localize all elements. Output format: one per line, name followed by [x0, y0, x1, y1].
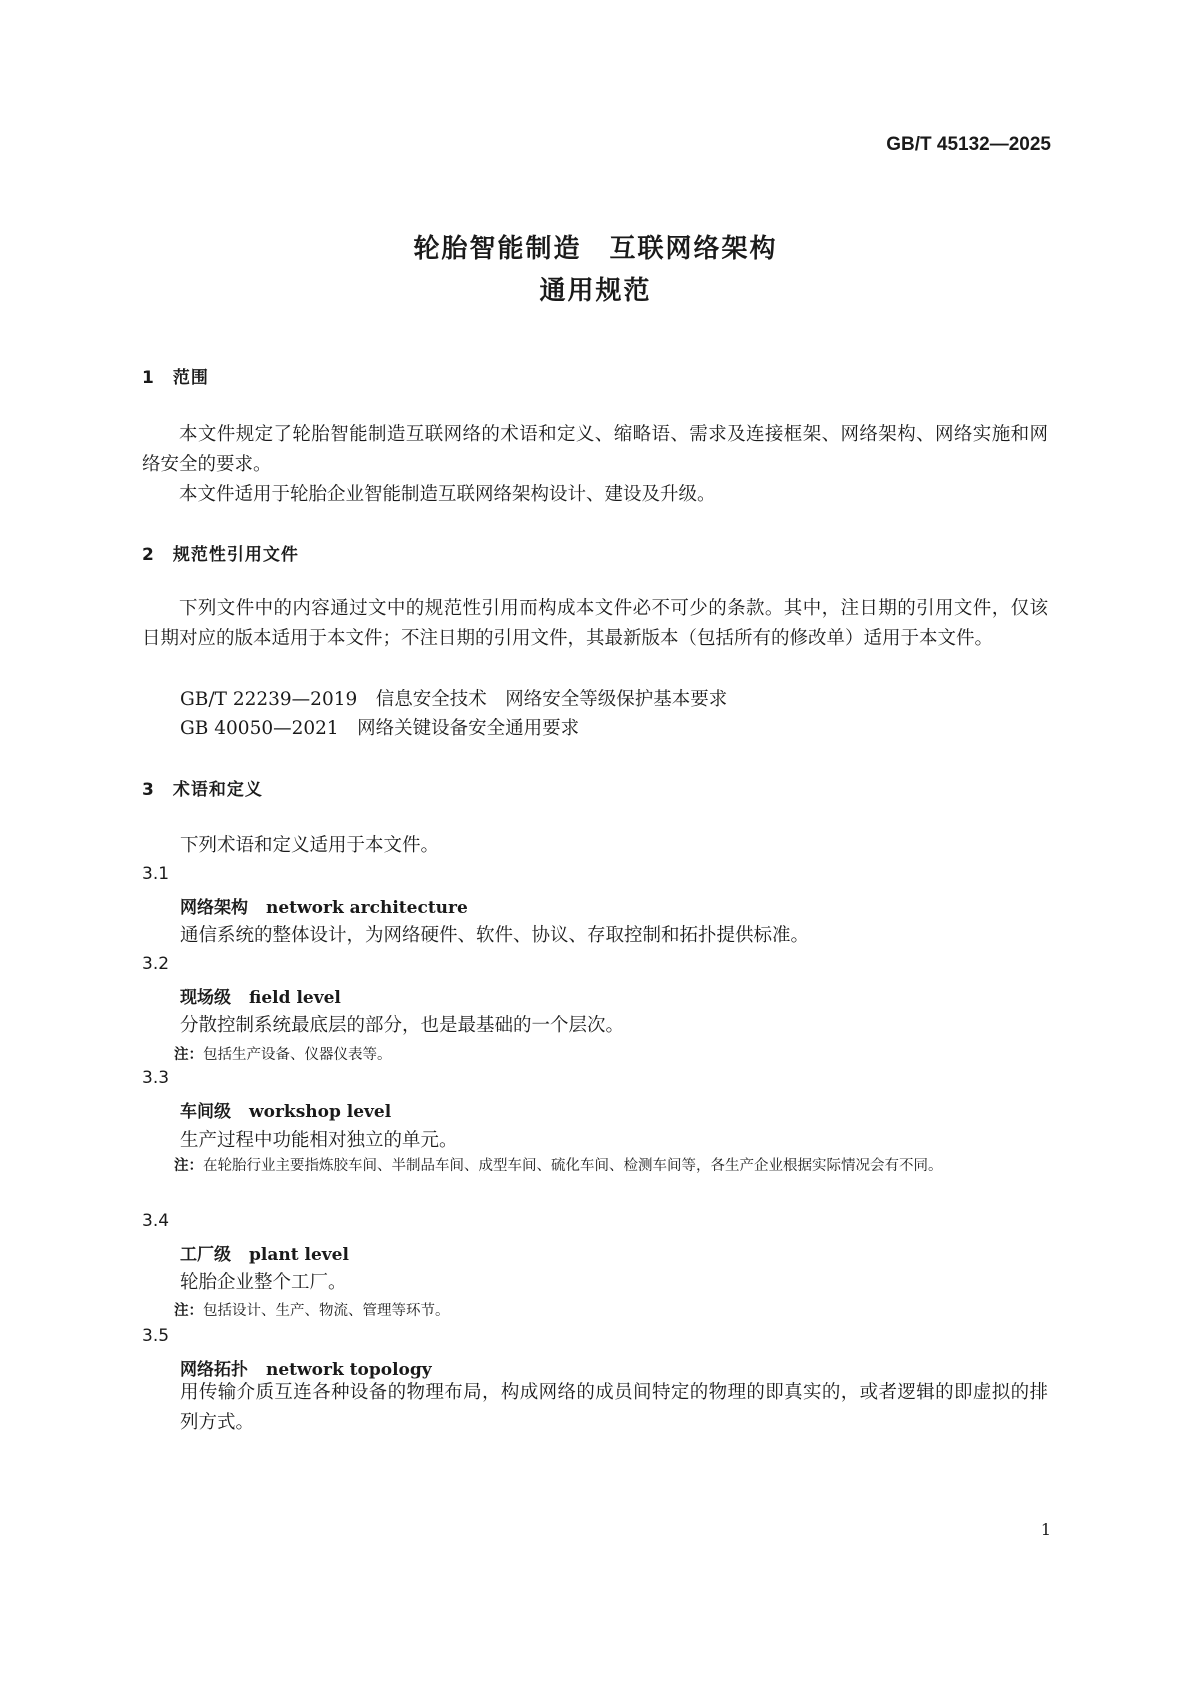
note-label: 注： — [174, 1157, 203, 1174]
section-1-paragraph-1: 本文件规定了轮胎智能制造互联网络的术语和定义、缩略语、需求及连接框架、网络架构、网络实施和网络安全的要求。 — [142, 424, 1048, 475]
term-3-2-note — [174, 1043, 392, 1064]
normative-reference-2: GB 40050—2021 网络关键设备安全通用要求 — [180, 718, 580, 739]
normative-reference-1: GB/T 22239—2019 信息安全技术 网络安全等级保护基本要求 — [180, 689, 728, 710]
note-text: 包括设计、生产、物流、管理等环节。 — [203, 1303, 450, 1319]
section-2-heading: 2 规范性引用文件 — [142, 545, 299, 565]
term-3-5-en: network topology — [266, 1360, 432, 1380]
term-3-2-definition: 分散控制系统最底层的部分，也是最基础的一个层次。 — [180, 1015, 625, 1036]
term-3-5-definition: 用传输介质互连各种设备的物理布局，构成网络的成员间特定的物理的即真实的，或者逻辑的即虚拟的排列方式。 — [180, 1382, 1048, 1433]
term-3-3-en: workshop level — [249, 1102, 392, 1122]
term-3-4-en: plant level — [249, 1245, 349, 1265]
page-number: 1 — [1040, 1520, 1051, 1539]
term-3-5-title — [180, 1355, 432, 1380]
note-label: 注： — [174, 1047, 203, 1063]
note-text: 在轮胎行业主要指炼胶车间、半制品车间、成型车间、硫化车间、检测车间等，各生产企业根据实际情况会有不同。 — [203, 1158, 943, 1174]
term-3-5-number: 3.5 — [142, 1326, 170, 1346]
note-label: 注： — [174, 1303, 203, 1319]
term-3-1-definition: 通信系统的整体设计，为网络硬件、软件、协议、存取控制和拓扑提供标准。 — [180, 925, 810, 946]
section-3-intro: 下列术语和定义适用于本文件。 — [180, 835, 440, 856]
section-1-heading: 1 范围 — [142, 368, 209, 388]
term-3-4-zh: 工厂级 — [180, 1245, 231, 1265]
term-3-4-number: 3.4 — [142, 1211, 170, 1231]
term-3-2-zh: 现场级 — [180, 988, 231, 1008]
note-text: 包括生产设备、仪器仪表等。 — [203, 1047, 392, 1063]
term-3-1-title — [180, 893, 468, 918]
term-3-2-number: 3.2 — [142, 954, 170, 974]
section-3-heading: 3 术语和定义 — [142, 780, 263, 800]
term-3-3-definition: 生产过程中功能相对独立的单元。 — [180, 1130, 458, 1151]
term-3-4-note — [174, 1299, 450, 1320]
term-3-3-zh: 车间级 — [180, 1102, 231, 1122]
document-title-line2: 通用规范 — [539, 276, 652, 306]
term-3-1-number: 3.1 — [142, 864, 170, 884]
term-3-2-en: field level — [249, 988, 341, 1008]
section-2-paragraph: 下列文件中的内容通过文中的规范性引用而构成本文件必不可少的条款。其中，注日期的引用文件，仅该日期对应的版本适用于本文件；不注日期的引用文件，其最新版本（包括所有的修改单）适用于本文件。 — [142, 598, 1048, 649]
section-1-paragraph-2: 本文件适用于轮胎企业智能制造互联网络架构设计、建设及升级。 — [179, 484, 716, 505]
term-3-4-definition: 轮胎企业整个工厂。 — [180, 1272, 347, 1293]
term-3-2-title — [180, 983, 341, 1008]
document-title-line1: 轮胎智能制造 互联网络架构 — [413, 234, 778, 264]
term-3-3-title — [180, 1097, 391, 1122]
standard-number: GB/T 45132—2025 — [886, 134, 1051, 155]
term-3-1-en: network architecture — [266, 898, 468, 918]
term-3-4-title — [180, 1240, 349, 1265]
term-3-1-zh: 网络架构 — [180, 898, 248, 918]
term-3-3-note — [174, 1152, 1087, 1180]
term-3-5-zh: 网络拓扑 — [180, 1360, 248, 1380]
term-3-3-number: 3.3 — [142, 1068, 170, 1088]
